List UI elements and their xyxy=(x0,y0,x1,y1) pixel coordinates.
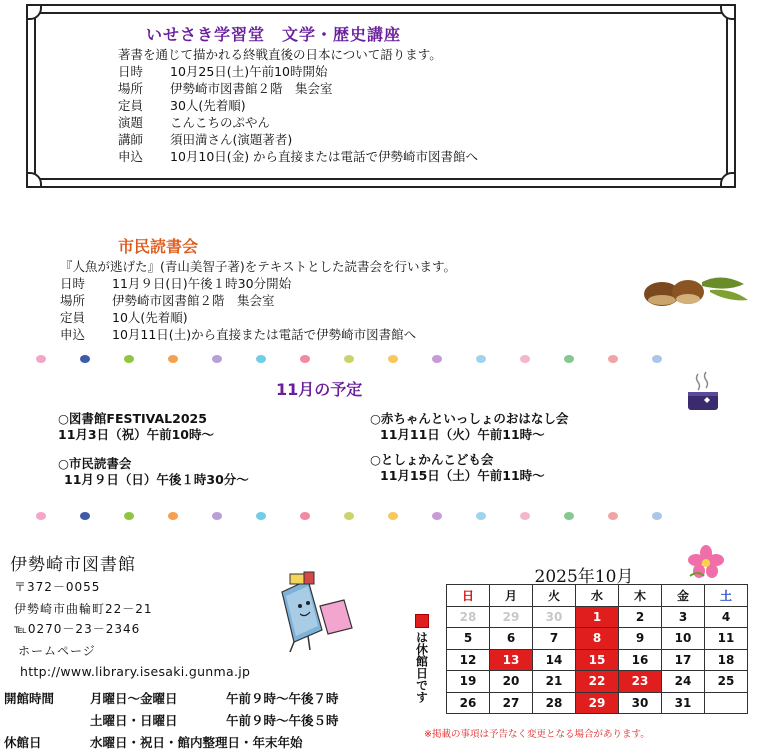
calendar-day-closed: 1 xyxy=(576,606,619,628)
hours-row xyxy=(4,710,339,732)
calendar-day: 14 xyxy=(533,649,576,671)
lecture-intro: 著書を通じて描かれる終戦直後の日本について語ります。 xyxy=(118,47,442,62)
calendar-day: 12 xyxy=(447,649,490,671)
hours-row xyxy=(4,688,339,710)
divider-dot xyxy=(564,355,574,363)
opening-hours xyxy=(4,688,339,754)
lecture-row-label: 定員 xyxy=(118,98,144,113)
calendar-day: 28 xyxy=(447,606,490,628)
calendar-day: 21 xyxy=(533,671,576,693)
divider-dot xyxy=(212,355,222,363)
dot-divider xyxy=(36,512,676,524)
calendar-weekday: 金 xyxy=(662,585,705,607)
reading-club-row xyxy=(60,309,456,326)
event-item xyxy=(370,411,568,443)
closed-legend-swatch xyxy=(415,614,429,628)
divider-dot xyxy=(168,355,178,363)
calendar-day: 10 xyxy=(662,628,705,650)
calendar-day: 27 xyxy=(490,692,533,714)
calendar-day: 17 xyxy=(662,649,705,671)
hours-label: 開館時間 xyxy=(4,691,55,706)
reading-club-row-label: 場所 xyxy=(60,293,86,308)
lecture-row xyxy=(118,97,478,114)
frame-corner xyxy=(722,174,740,192)
lecture-row-label: 講師 xyxy=(118,132,144,147)
november-title: 11月の予定 xyxy=(276,380,363,399)
divider-dot xyxy=(344,355,354,363)
postal-code: 〒372－0055 xyxy=(14,580,101,594)
lecture-row-label: 日時 xyxy=(118,64,144,79)
calendar-day: 16 xyxy=(619,649,662,671)
divider-dot xyxy=(564,512,574,520)
divider-dot xyxy=(256,355,266,363)
divider-dot xyxy=(388,512,398,520)
reading-club-row-value: 11月９日(日)午後１時30分開始 xyxy=(112,276,292,291)
event-name: ○図書館FESTIVAL2025 xyxy=(58,411,207,426)
divider-dot xyxy=(36,355,46,363)
divider-dot xyxy=(476,512,486,520)
calendar-day-closed: 8 xyxy=(576,628,619,650)
event-name: ○赤ちゃんといっしょのおはなし会 xyxy=(370,411,569,426)
calendar-day-closed: 23 xyxy=(619,671,662,693)
calendar-day: 11 xyxy=(705,628,748,650)
calendar-title: 2025年10月 xyxy=(534,567,634,587)
divider-dot xyxy=(520,512,530,520)
lecture-title: いせさき学習堂 文学・歴史講座 xyxy=(146,25,402,44)
book-mascot-icon xyxy=(264,570,360,654)
calendar-weekday: 木 xyxy=(619,585,662,607)
calendar-day: 31 xyxy=(662,692,705,714)
reading-club-row-label: 定員 xyxy=(60,310,86,325)
library-name: 伊勢崎市図書館 xyxy=(10,555,136,575)
homepage-label: ホームページ xyxy=(18,644,96,658)
calendar-day: 30 xyxy=(533,606,576,628)
address: 伊勢崎市曲輪町22－21 xyxy=(14,602,153,616)
lecture-row-value: こんこちのぷやん xyxy=(170,115,271,130)
calendar-day: 28 xyxy=(533,692,576,714)
divider-dot xyxy=(256,512,266,520)
calendar-day: 29 xyxy=(490,606,533,628)
calendar-day xyxy=(705,692,748,714)
calendar-day: 20 xyxy=(490,671,533,693)
divider-dot xyxy=(388,355,398,363)
calendar-weekday: 土 xyxy=(705,585,748,607)
divider-dot xyxy=(476,355,486,363)
closed-label: 休館日 xyxy=(4,735,42,750)
lecture-row-value: 10月25日(土)午前10時開始 xyxy=(170,64,328,79)
lecture-details xyxy=(118,46,478,165)
frame-corner xyxy=(22,0,40,18)
calendar-day: 18 xyxy=(705,649,748,671)
calendar-weekday: 日 xyxy=(447,585,490,607)
steaming-cup-icon xyxy=(682,370,726,414)
divider-dot xyxy=(432,512,442,520)
calendar-weekday: 火 xyxy=(533,585,576,607)
divider-dot xyxy=(124,355,134,363)
calendar-day: 24 xyxy=(662,671,705,693)
change-notice: ※掲載の事項は予告なく変更となる場合があります。 xyxy=(424,729,650,740)
divider-dot xyxy=(36,512,46,520)
calendar-day-closed: 29 xyxy=(576,692,619,714)
divider-dot xyxy=(80,355,90,363)
closed-legend-text: は休館日です xyxy=(414,631,429,703)
calendar-weekday: 月 xyxy=(490,585,533,607)
closed-days: 水曜日・祝日・館内整理日・年末年始 xyxy=(90,735,303,750)
calendar-day: 2 xyxy=(619,606,662,628)
divider-dot xyxy=(652,512,662,520)
event-date: 11月15日（土）午前11時～ xyxy=(380,468,545,483)
event-name: ○としょかんこども会 xyxy=(370,452,494,467)
event-date: 11月９日（日）午後１時30分～ xyxy=(64,472,249,487)
calendar-day-closed: 22 xyxy=(576,671,619,693)
lecture-row xyxy=(118,148,478,165)
calendar-week-row xyxy=(447,649,748,671)
calendar-day: 4 xyxy=(705,606,748,628)
divider-dot xyxy=(300,512,310,520)
reading-club-row-value: 伊勢崎市図書館２階 集会室 xyxy=(112,293,275,308)
lecture-row xyxy=(118,63,478,80)
divider-dot xyxy=(168,512,178,520)
divider-dot xyxy=(608,355,618,363)
divider-dot xyxy=(300,355,310,363)
calendar-day: 6 xyxy=(490,628,533,650)
reading-club-title: 市民読書会 xyxy=(118,237,199,256)
lecture-row-label: 場所 xyxy=(118,81,144,96)
event-item xyxy=(58,456,249,488)
divider-dot xyxy=(608,512,618,520)
lecture-row-label: 申込 xyxy=(118,149,144,164)
lecture-row xyxy=(118,131,478,148)
weekday-days: 月曜日～金曜日 xyxy=(90,691,178,706)
calendar-day-closed: 13 xyxy=(490,649,533,671)
event-date: 11月3日（祝）午前10時～ xyxy=(58,427,214,442)
closed-legend xyxy=(412,614,432,703)
reading-club-row-label: 日時 xyxy=(60,276,86,291)
calendar-day: 26 xyxy=(447,692,490,714)
lecture-row-label: 演題 xyxy=(118,115,144,130)
divider-dot xyxy=(432,355,442,363)
lecture-row xyxy=(118,80,478,97)
calendar-day: 3 xyxy=(662,606,705,628)
calendar-day: 25 xyxy=(705,671,748,693)
event-name: ○市民読書会 xyxy=(58,456,132,471)
calendar-day: 5 xyxy=(447,628,490,650)
divider-dot xyxy=(520,355,530,363)
frame-corner xyxy=(722,0,740,18)
calendar-week-row xyxy=(447,628,748,650)
reading-club-row-label: 申込 xyxy=(60,327,86,342)
divider-dot xyxy=(344,512,354,520)
calendar-week-row xyxy=(447,692,748,714)
dot-divider xyxy=(36,355,676,367)
chestnut-icon xyxy=(640,270,752,310)
calendar-day: 30 xyxy=(619,692,662,714)
reading-club-row xyxy=(60,326,456,343)
lecture-row xyxy=(118,114,478,131)
reading-club-details xyxy=(60,258,456,343)
reading-club-row-value: 10月11日(土)から直接または電話で伊勢崎市図書館へ xyxy=(112,327,417,342)
hours-row xyxy=(4,732,339,754)
lecture-row-value: 伊勢崎市図書館２階 集会室 xyxy=(170,81,333,96)
divider-dot xyxy=(652,355,662,363)
reading-club-row xyxy=(60,275,456,292)
calendar-day-closed: 15 xyxy=(576,649,619,671)
frame-corner xyxy=(22,174,40,192)
calendar-day: 9 xyxy=(619,628,662,650)
event-item xyxy=(370,452,545,484)
lecture-row-value: 須田満さん(演題著者) xyxy=(170,132,293,147)
calendar-week-row xyxy=(447,671,748,693)
event-item xyxy=(58,411,214,443)
reading-club-row-value: 10人(先着順) xyxy=(112,310,188,325)
divider-dot xyxy=(124,512,134,520)
weekend-hours: 午前９時～午後５時 xyxy=(226,713,339,728)
divider-dot xyxy=(212,512,222,520)
homepage-url[interactable]: http://www.library.isesaki.gunma.jp xyxy=(20,664,251,679)
calendar-table xyxy=(446,584,748,714)
calendar-week-row xyxy=(447,606,748,628)
reading-club-intro: 『人魚が逃げた』(青山美智子著)をテキストとした読書会を行います。 xyxy=(60,259,457,274)
weekend-days: 土曜日・日曜日 xyxy=(90,713,178,728)
reading-club-row xyxy=(60,292,456,309)
calendar-day: 19 xyxy=(447,671,490,693)
lecture-row-value: 30人(先着順) xyxy=(170,98,246,113)
calendar-header-row xyxy=(447,585,748,607)
phone: ℡0270－23－2346 xyxy=(14,622,141,636)
calendar-day: 7 xyxy=(533,628,576,650)
calendar-weekday: 水 xyxy=(576,585,619,607)
event-date: 11月11日（火）午前11時～ xyxy=(380,427,545,442)
divider-dot xyxy=(80,512,90,520)
lecture-row-value: 10月10日(金) から直接または電話で伊勢崎市図書館へ xyxy=(170,149,479,164)
weekday-hours: 午前９時～午後７時 xyxy=(226,691,339,706)
